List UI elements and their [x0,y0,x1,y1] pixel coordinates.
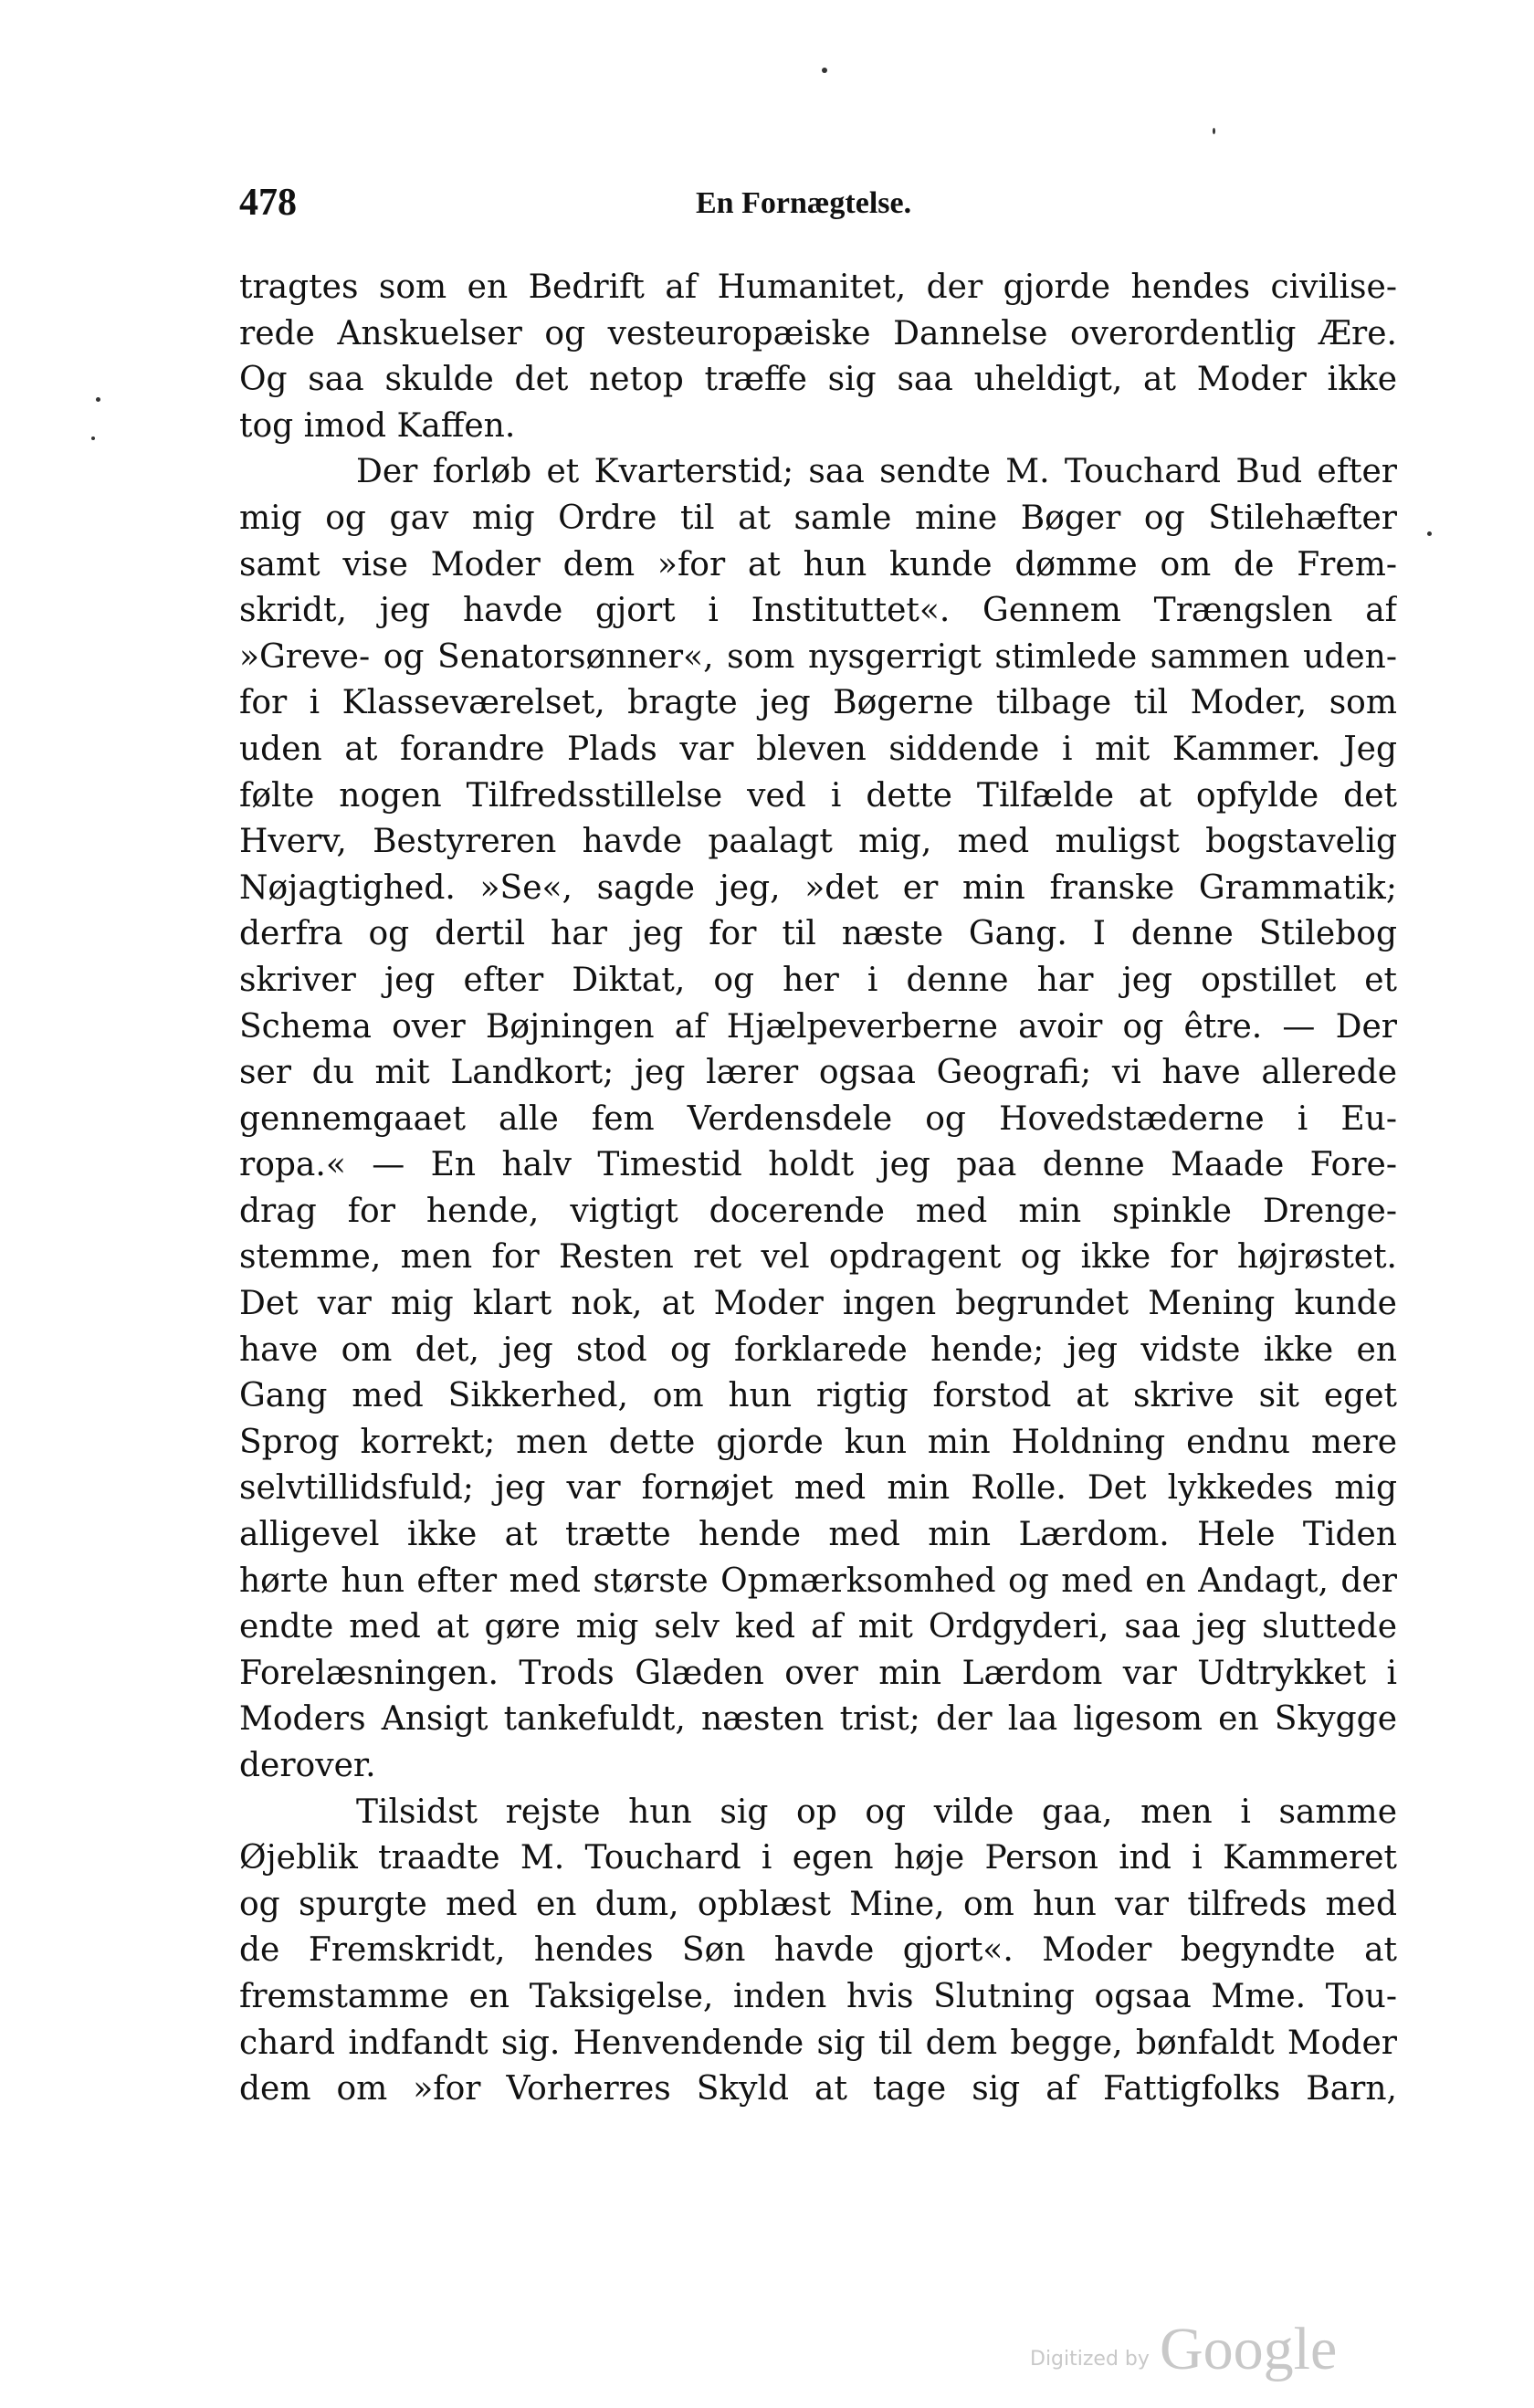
text-line: have om det, jeg stod og forklarede hende; jeg vidste ikke en [239,1330,1397,1369]
text-line: ropa.« — En halv Timestid holdt jeg paa denne Maade Fore- [239,1146,1397,1184]
page-number: 478 [239,182,297,224]
text-line: derfra og dertil har jeg for til næste Gang. I denne Stilebog [239,915,1397,953]
text-line: de Fremskridt, hendes Søn havde gjort«. Moder begyndte at [239,1931,1397,1970]
page-header [239,181,1397,236]
text-line: uden at forandre Plads var bleven siddende i mit Kammer. Jeg [239,730,1397,768]
text-line: drag for hende, vigtigt docerende med min spinkle Drenge- [239,1192,1397,1230]
text-line: Nøjagtighed. »Se«, sagde jeg, »det er min franske Grammatik; [239,868,1397,907]
google-logo: Google [1160,2316,1338,2382]
text-line: derover. [239,1747,376,1784]
scan-speck [822,68,827,73]
body-text [239,265,1397,2113]
text-line: fremstamme en Taksigelse, inden hvis Slutning ogsaa Mme. Tou- [239,1977,1397,2015]
text-line: endte med at gøre mig selv ked af mit Ordgyderi, saa jeg sluttede [239,1608,1397,1646]
text-line: tog imod Kaffen. [239,406,516,445]
text-line: Moders Ansigt tankefuldt, næsten trist; der laa ligesom en Skygge [239,1700,1397,1739]
text-line: skriver jeg efter Diktat, og her i denne har jeg opstillet et [239,961,1397,999]
text-line: for i Klasseværelset, bragte jeg Bøgerne tilbage til Moder, som [239,684,1397,722]
text-line: Forelæsningen. Trods Glæden over min Lærdom var Udtrykket i [239,1654,1397,1692]
text-line: Der forløb et Kvarterstid; saa sendte M. Touchard Bud efter [356,453,1397,491]
text-line: Øjeblik traadte M. Touchard i egen høje Person ind i Kammeret [239,1839,1397,1877]
text-line: ser du mit Landkort; jeg lærer ogsaa Geografi; vi have allerede [239,1054,1397,1092]
text-line: alligevel ikke at trætte hende med min Lærdom. Hele Tiden [239,1516,1397,1554]
text-line: selvtillidsfuld; jeg var fornøjet med min Rolle. Det lykkedes mig [239,1469,1397,1508]
text-line: Schema over Bøjningen af Hjælpeverberne avoir og être. — Der [239,1007,1397,1046]
watermark-prefix: Digitized by [1030,2348,1150,2371]
text-line: følte nogen Tilfredsstillelse ved i dette Tilfælde at opfylde det [239,776,1397,815]
text-line: dem om »for Vorherres Skyld at tage sig af Fattigfolks Barn, [239,2070,1397,2108]
text-line: og spurgte med en dum, opblæst Mine, om hun var tilfreds med [239,1885,1397,1923]
text-line: gennemgaaet alle fem Verdensdele og Hovedstæderne i Eu- [239,1099,1397,1138]
text-line: »Greve- og Senatorsønner«, som nysgerrigt stimlede sammen uden- [239,637,1397,676]
text-line: Gang med Sikkerhed, om hun rigtig forstod at skrive sit eget [239,1377,1397,1415]
text-line: Tilsidst rejste hun sig op og vilde gaa, men i samme [356,1793,1397,1831]
scan-speck [96,397,100,402]
text-line: Og saa skulde det netop træffe sig saa uheldigt, at Moder ikke [239,361,1397,399]
scan-speck [91,436,95,440]
text-line: stemme, men for Resten ret vel opdragent og ikke for højrøstet. [239,1238,1397,1277]
text-line: skridt, jeg havde gjort i Instituttet«. Gennem Trængslen af [239,592,1397,630]
running-title: En Fornægtelse. [696,186,912,220]
digitized-by-google-watermark [1023,2315,1370,2388]
text-line: chard indfandt sig. Henvendende sig til dem begge, bønfaldt Moder [239,2024,1397,2062]
text-line: hørte hun efter med største Opmærksomhed og med en Andagt, der [239,1562,1397,1600]
text-line: Sprog korrekt; men dette gjorde kun min Holdning endnu mere [239,1423,1397,1461]
text-line: mig og gav mig Ordre til at samle mine Bøger og Stilehæfter [239,499,1397,537]
text-line: samt vise Moder dem »for at hun kunde dømme om de Frem- [239,545,1397,584]
scan-speck [1427,531,1432,536]
scan-speck [1213,128,1215,134]
text-line: Det var mig klart nok, at Moder ingen begrundet Mening kunde [239,1285,1397,1323]
text-line: Hverv, Bestyreren havde paalagt mig, med muligst bogstavelig [239,823,1397,861]
text-line: tragtes som en Bedrift af Humanitet, der gjorde hendes civilise- [239,268,1397,306]
text-line: rede Anskuelser og vesteuropæiske Dannelse overordentlig Ære. [239,314,1397,352]
